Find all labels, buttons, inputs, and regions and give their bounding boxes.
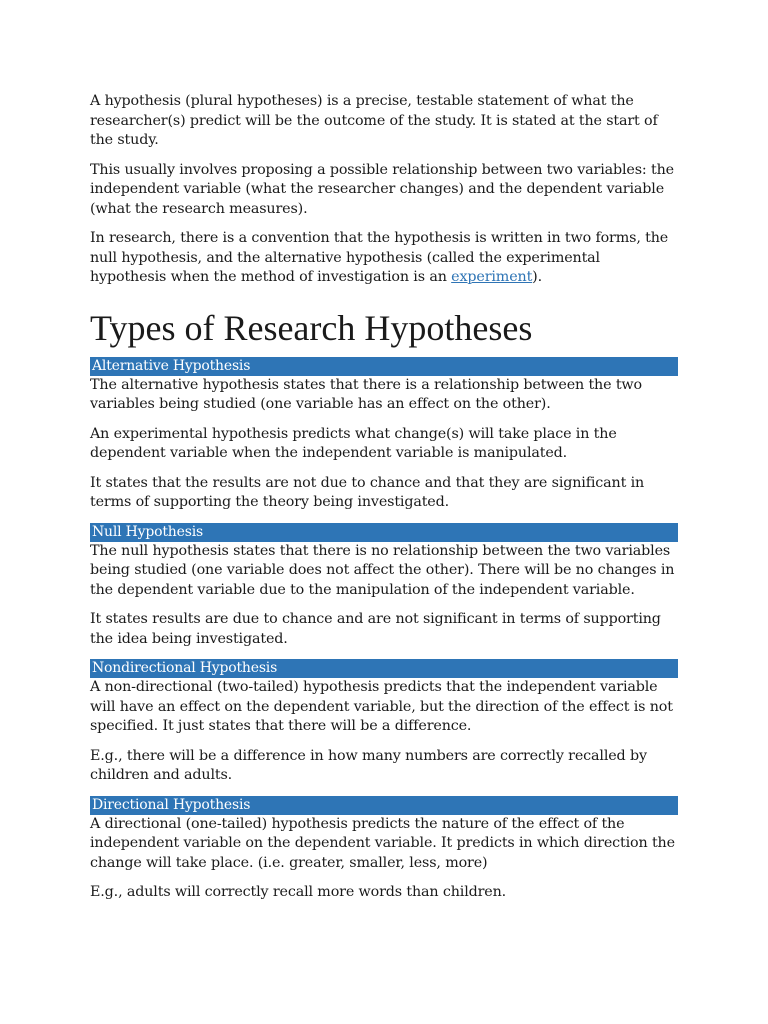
- intro-paragraph-3: [90, 229, 678, 288]
- section-directional-hypothesis: [90, 796, 678, 903]
- section-nondirectional-hypothesis: [90, 659, 678, 786]
- section-paragraph: It states results are due to chance and are not significant in terms of supporting the idea being investigated.: [90, 611, 661, 647]
- section-paragraph: E.g., there will be a difference in how many numbers are correctly recalled by children and adults.: [90, 747, 647, 783]
- section-title: Nondirectional Hypothesis: [90, 659, 678, 678]
- intro-paragraph-3-end: ).: [532, 269, 542, 285]
- intro-paragraph-2: This usually involves proposing a possible relationship between two variables: the independent variable (what the researcher changes) and the dependent variable (what the research measures).: [90, 161, 674, 217]
- section-paragraph: E.g., adults will correctly recall more words than children.: [90, 884, 507, 900]
- experiment-link[interactable]: experiment: [451, 269, 533, 285]
- section-title: Null Hypothesis: [90, 523, 678, 542]
- section-null-hypothesis: [90, 523, 678, 650]
- page-heading: Types of Research Hypotheses: [90, 307, 533, 348]
- section-title: Alternative Hypothesis: [90, 357, 678, 376]
- intro-paragraph-1: A hypothesis (plural hypotheses) is a precise, testable statement of what the researcher(s) predict will be the outcome of the study. It is stated at the start of the study.: [90, 93, 658, 148]
- section-paragraph: A non-directional (two-tailed) hypothesis predicts that the independent variable will have an effect on the dependent variable, but the direction of the effect is not specified. It just states that there will be a difference.: [90, 679, 673, 734]
- section-paragraph: A directional (one-tailed) hypothesis predicts the nature of the effect of the independent variable on the dependent variable. It predicts in which direction the change will take place. (i.e. greater, smaller, less, more): [90, 815, 675, 871]
- section-alternative-hypothesis: [90, 357, 678, 513]
- intro-paragraph-3-text: In research, there is a convention that the hypothesis is written in two forms, the null hypothesis, and the alternative hypothesis (called the experimental hypothesis when the method of investigation is an: [90, 230, 669, 285]
- section-paragraph: An experimental hypothesis predicts what change(s) will take place in the dependent variable when the independent variable is manipulated.: [90, 425, 617, 461]
- section-paragraph: The alternative hypothesis states that there is a relationship between the two variables being studied (one variable has an effect on the other).: [90, 376, 642, 412]
- section-paragraph: It states that the results are not due to chance and that they are significant in terms of supporting the theory being investigated.: [90, 474, 645, 510]
- section-title: Directional Hypothesis: [90, 796, 678, 815]
- section-paragraph: The null hypothesis states that there is no relationship between the two variables being studied (one variable does not affect the other). There will be no changes in the dependent variable due to the manipulation of the independent variable.: [90, 542, 675, 598]
